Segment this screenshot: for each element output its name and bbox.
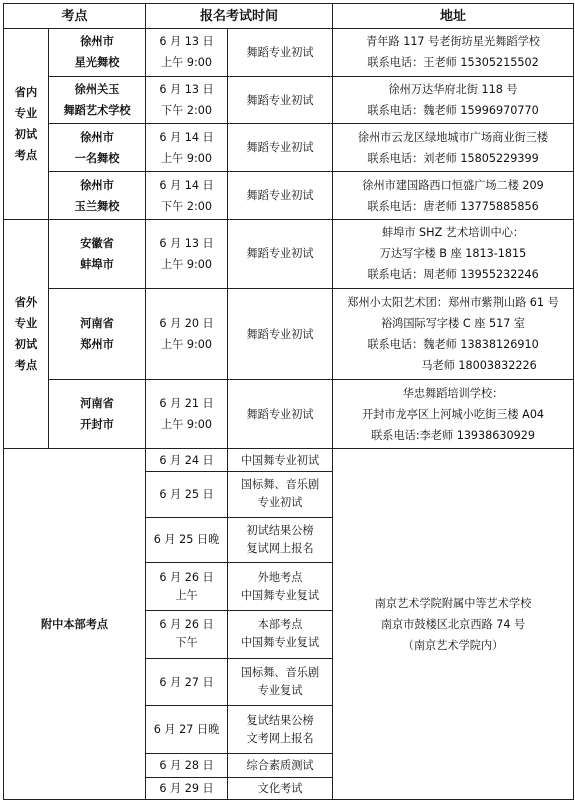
venue-cell: 徐州市 星光舞校 (49, 29, 146, 77)
venue-cell: 徐州市 玉兰舞校 (49, 172, 146, 220)
group-label-in-province: 省内 专业 初试 考点 (4, 29, 49, 220)
exam-cell: 舞蹈专业初试 (228, 172, 333, 220)
date-cell: 6 月 14 日 下午 2:00 (146, 172, 228, 220)
exam-cell: 舞蹈专业初试 (228, 76, 333, 124)
address-cell: 徐州万达华府北街 118 号 联系电话：魏老师 15996970770 (333, 76, 574, 124)
exam-cell: 舞蹈专业初试 (228, 380, 333, 449)
header-site: 考点 (4, 4, 146, 29)
date-cell: 6 月 13 日 上午 9:00 (146, 219, 228, 288)
exam-cell: 舞蹈专业初试 (228, 289, 333, 380)
date-cell: 6 月 13 日 下午 2:00 (146, 76, 228, 124)
date-cell: 6 月 27 日 (146, 658, 228, 706)
venue-cell: 徐州关玉 舞蹈艺术学校 (49, 76, 146, 124)
date-cell: 6 月 27 日晚 (146, 706, 228, 754)
exam-cell: 文化考试 (228, 777, 333, 799)
table-row (4, 289, 574, 380)
address-cell: 青年路 117 号老街坊星光舞蹈学校 联系电话：王老师 15305215502 (333, 29, 574, 77)
address-cell: 郑州小太阳艺术团：郑州市紫荆山路 61 号 裕鸿国际写字楼 C 座 517 室 联系电话：魏老师 13838126910 马老师 18003832226 (333, 289, 574, 380)
exam-cell: 本部考点 中国舞专业复试 (228, 610, 333, 658)
venue-cell: 河南省 开封市 (49, 380, 146, 449)
table-row (4, 124, 574, 172)
date-cell: 6 月 25 日晚 (146, 517, 228, 563)
date-cell: 6 月 26 日 上午 (146, 563, 228, 611)
table-row (4, 172, 574, 220)
date-cell: 6 月 21 日 上午 9:00 (146, 380, 228, 449)
main-campus-address: 南京艺术学院附属中等艺术学校 南京市鼓楼区北京西路 74 号 （南京艺术学院内） (333, 449, 574, 800)
exam-cell: 舞蹈专业初试 (228, 124, 333, 172)
address-cell: 蚌埠市 SHZ 艺术培训中心： 万达写字楼 B 座 1813-1815 联系电话：周老师 13955232246 (333, 219, 574, 288)
date-cell: 6 月 26 日 下午 (146, 610, 228, 658)
header-row (4, 4, 574, 29)
exam-cell: 中国舞专业初试 (228, 449, 333, 471)
table-row (4, 219, 574, 288)
date-cell: 6 月 13 日 上午 9:00 (146, 29, 228, 77)
date-cell: 6 月 24 日 (146, 449, 228, 471)
exam-cell: 初试结果公榜 复试网上报名 (228, 517, 333, 563)
venue-cell: 徐州市 一名舞校 (49, 124, 146, 172)
exam-cell: 复试结果公榜 文考网上报名 (228, 706, 333, 754)
header-time: 报名考试时间 (146, 4, 333, 29)
date-cell: 6 月 14 日 上午 9:00 (146, 124, 228, 172)
date-cell: 6 月 29 日 (146, 777, 228, 799)
exam-cell: 舞蹈专业初试 (228, 219, 333, 288)
header-address: 地址 (333, 4, 574, 29)
address-cell: 徐州市建国路西口恒盛广场二楼 209 联系电话：唐老师 13775885856 (333, 172, 574, 220)
exam-cell: 国标舞、音乐剧 专业复试 (228, 658, 333, 706)
exam-cell: 外地考点 中国舞专业复试 (228, 563, 333, 611)
table-row (4, 29, 574, 77)
date-cell: 6 月 20 日 上午 9:00 (146, 289, 228, 380)
venue-cell: 河南省 郑州市 (49, 289, 146, 380)
address-cell: 徐州市云龙区绿地城市广场商业街三楼 联系电话：刘老师 15805229399 (333, 124, 574, 172)
venue-cell: 安徽省 蚌埠市 (49, 219, 146, 288)
group-label-main-campus: 附中本部考点 (4, 449, 146, 800)
group-label-out-province: 省外 专业 初试 考点 (4, 219, 49, 449)
date-cell: 6 月 28 日 (146, 754, 228, 777)
table-row (4, 449, 574, 471)
table-row (4, 76, 574, 124)
exam-cell: 舞蹈专业初试 (228, 29, 333, 77)
date-cell: 6 月 25 日 (146, 471, 228, 517)
table-row (4, 380, 574, 449)
address-cell: 华忠舞蹈培训学校： 开封市龙亭区上河城小吃街三楼 A04 联系电话:李老师 13938630929 (333, 380, 574, 449)
exam-cell: 国标舞、音乐剧 专业初试 (228, 471, 333, 517)
exam-cell: 综合素质测试 (228, 754, 333, 777)
exam-schedule-table (3, 3, 574, 800)
